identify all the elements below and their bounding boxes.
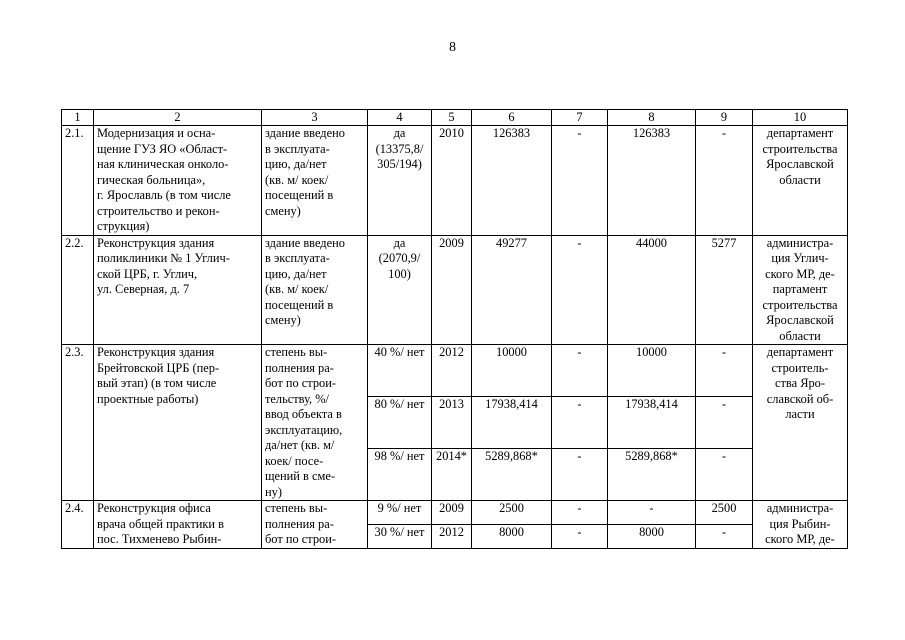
indicator-value: 30 %/ нет [368,524,432,548]
municipal-amount: - [696,524,753,548]
executor: департамент строительства Ярославской области [753,126,848,236]
year: 2012 [432,345,472,397]
federal-amount: - [552,397,608,449]
federal-amount: - [552,501,608,525]
activity-name: Модернизация и осна- щение ГУЗ ЯО «Област- ная клиническая онколо- гическая больница», г. Ярославль (в том числе строительство и рекон- струкция) [94,126,262,236]
regional-amount: 17938,414 [608,397,696,449]
row-number: 2.4. [62,501,94,549]
page-number: 8 [449,40,456,55]
municipal-amount: - [696,397,753,449]
column-header: 1 [62,110,94,126]
column-header: 4 [368,110,432,126]
column-header: 6 [472,110,552,126]
indicator-value: да (13375,8/ 305/194) [368,126,432,236]
table-row [62,235,848,345]
column-header: 10 [753,110,848,126]
year: 2009 [432,235,472,345]
row-number: 2.3. [62,345,94,501]
federal-amount: - [552,345,608,397]
municipal-amount: 2500 [696,501,753,525]
executor: администра- ция Рыбин- ского МР, де- [753,501,848,549]
row-number: 2.2. [62,235,94,345]
regional-amount: - [608,501,696,525]
table-row [62,345,848,397]
indicator: степень вы- полнения ра- бот по строи- [262,501,368,549]
federal-amount: - [552,235,608,345]
indicator: степень вы- полнения ра- бот по строи- тельству, %/ ввод объекта в эксплуатацию, да/нет (кв. м/ коек/ посе- щений в сме- ну) [262,345,368,501]
municipal-amount: - [696,126,753,236]
table-row [62,126,848,236]
regional-amount: 8000 [608,524,696,548]
total-amount: 5289,868* [472,449,552,501]
total-amount: 10000 [472,345,552,397]
year: 2010 [432,126,472,236]
column-header: 5 [432,110,472,126]
activity-name: Реконструкция здания поликлиники № 1 Углич- ской ЦРБ, г. Углич, ул. Северная, д. 7 [94,235,262,345]
executor: администра- ция Углич- ского МР, де- партамент строительства Ярославской области [753,235,848,345]
federal-amount: - [552,524,608,548]
indicator-value: 9 %/ нет [368,501,432,525]
federal-amount: - [552,449,608,501]
column-header: 3 [262,110,368,126]
total-amount: 49277 [472,235,552,345]
activity-name: Реконструкция офиса врача общей практики в пос. Тихменево Рыбин- [94,501,262,549]
column-header: 7 [552,110,608,126]
regional-amount: 44000 [608,235,696,345]
year: 2013 [432,397,472,449]
municipal-amount: - [696,345,753,397]
total-amount: 126383 [472,126,552,236]
indicator-value: 80 %/ нет [368,397,432,449]
regional-amount: 126383 [608,126,696,236]
column-header: 8 [608,110,696,126]
executor: департамент строитель- ства Яро- славской об- ласти [753,345,848,501]
column-header: 2 [94,110,262,126]
municipal-amount: - [696,449,753,501]
total-amount: 2500 [472,501,552,525]
municipal-amount: 5277 [696,235,753,345]
year: 2012 [432,524,472,548]
federal-amount: - [552,126,608,236]
indicator-value: 98 %/ нет [368,449,432,501]
row-number: 2.1. [62,126,94,236]
year: 2009 [432,501,472,525]
regional-amount: 5289,868* [608,449,696,501]
column-header-row [62,110,848,126]
indicator-value: 40 %/ нет [368,345,432,397]
activity-name: Реконструкция здания Брейтовской ЦРБ (пер- вый этап) (в том числе проектные работы) [94,345,262,501]
column-header: 9 [696,110,753,126]
indicator-value: да (2070,9/ 100) [368,235,432,345]
total-amount: 17938,414 [472,397,552,449]
indicator: здание введено в эксплуата- цию, да/нет (кв. м/ коек/ посещений в смену) [262,235,368,345]
indicator: здание введено в эксплуата- цию, да/нет (кв. м/ коек/ посещений в смену) [262,126,368,236]
table-row [62,501,848,525]
program-table [61,109,848,549]
total-amount: 8000 [472,524,552,548]
regional-amount: 10000 [608,345,696,397]
year: 2014* [432,449,472,501]
